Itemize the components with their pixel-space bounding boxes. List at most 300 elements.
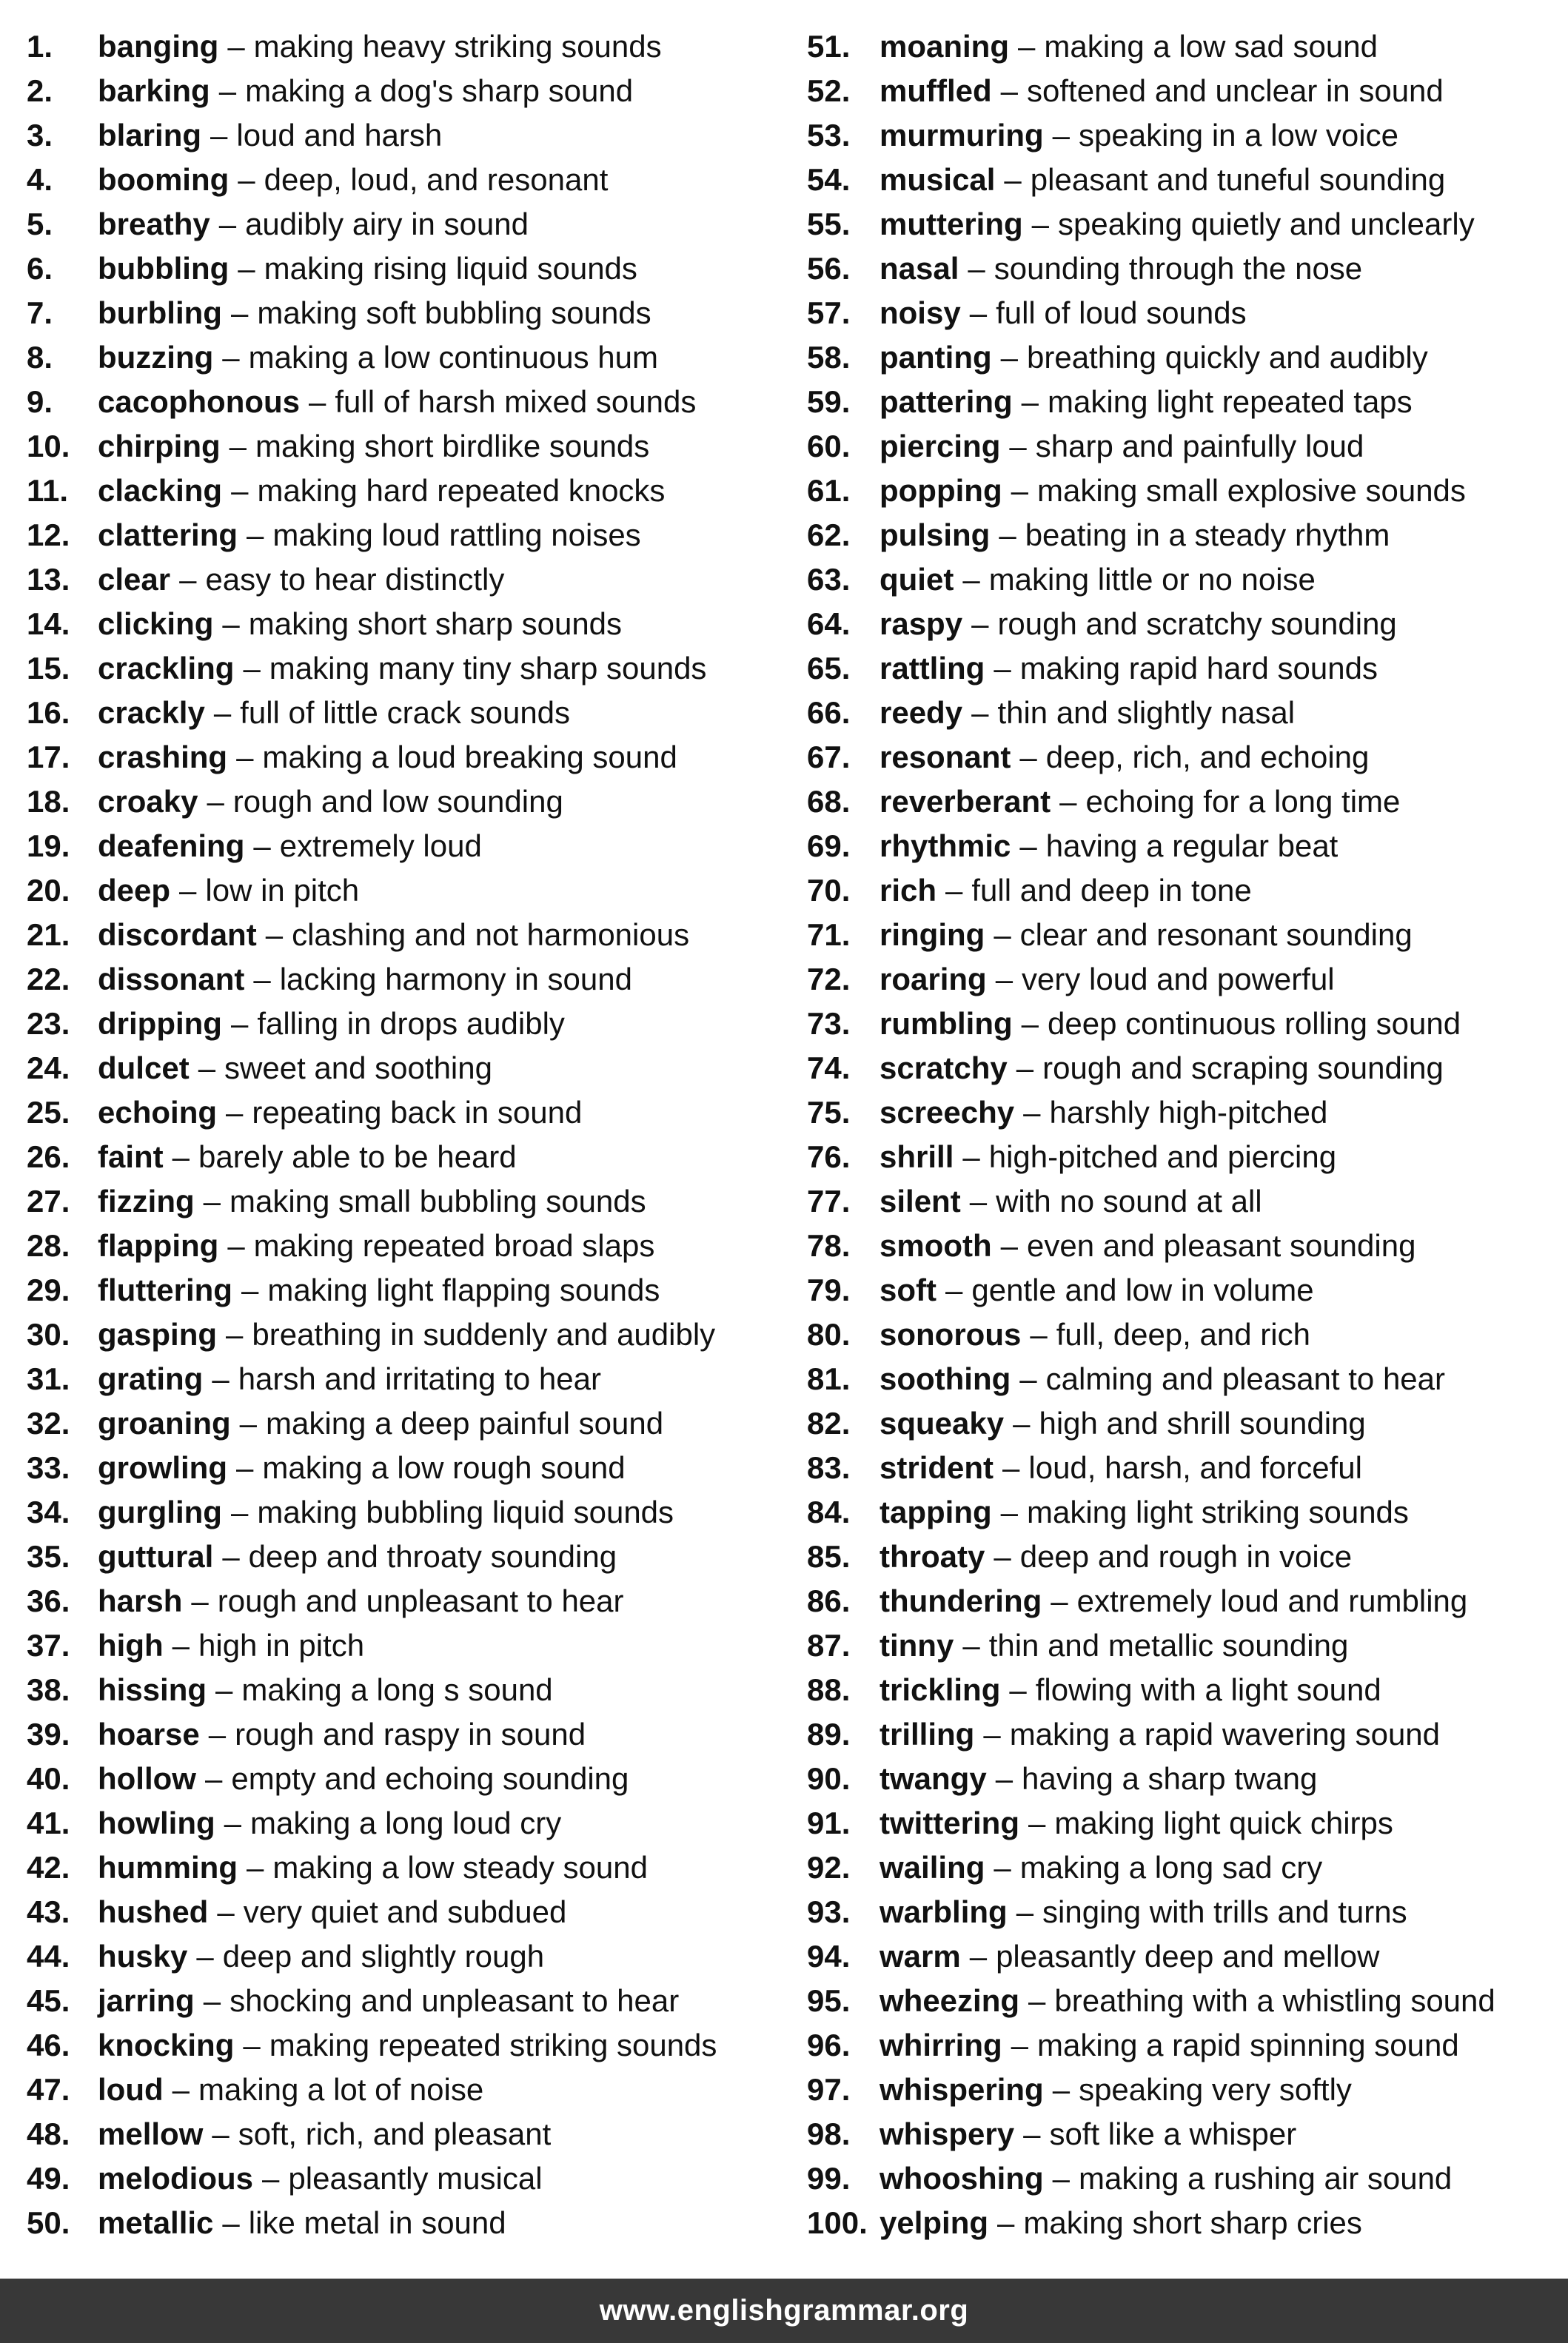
entry-definition: clear and resonant sounding [1019,917,1413,952]
entry-definition: making short sharp sounds [248,606,623,641]
entry-word: warm [880,1939,961,1974]
entry-definition: making loud rattling noises [272,517,641,552]
entry-dash: – [227,29,245,64]
entry-definition: shocking and unpleasant to hear [229,1983,680,2018]
entry-dash: – [172,2072,190,2107]
list-item [27,2201,782,2245]
entry-definition: making many tiny sharp sounds [269,651,707,686]
entry-dash: – [1009,429,1027,463]
list-item [27,1046,782,1090]
entry-dash: – [309,384,326,419]
entry-dash: – [1018,29,1036,64]
entry-dash: – [1059,784,1077,819]
entry-word: growling [98,1450,227,1485]
entry-number: 77. [807,1184,851,1219]
entry-dash: – [231,473,249,508]
list-item [27,24,782,69]
list-item [807,691,1562,735]
entry-word: wheezing [880,1983,1020,2018]
entry-number: 2. [27,73,53,108]
entry-word: metallic [98,2205,214,2240]
list-item [807,513,1562,557]
list-item [27,1801,782,1846]
entry-dash: – [230,1495,249,1529]
entry-dash: – [191,1583,209,1618]
entry-word: clattering [98,517,238,552]
entry-number: 30. [27,1317,70,1352]
entry-dash: – [218,73,237,108]
entry-number: 11. [27,473,69,508]
entry-definition: full and deep in tone [971,873,1252,908]
entry-dash: – [215,1672,233,1707]
entry-word: pulsing [880,517,991,552]
entry-word: barking [98,73,210,108]
entry-number: 23. [27,1006,70,1041]
entry-dash: – [969,1939,988,1974]
entry-definition: lacking harmony in sound [279,962,632,996]
list-item [807,957,1562,1002]
entry-word: hissing [98,1672,207,1707]
entry-word: blaring [98,118,202,152]
entry-dash: – [1016,1894,1034,1929]
entry-number: 97. [807,2072,851,2107]
entry-definition: low in pitch [205,873,360,908]
entry-definition: making little or no noise [988,562,1316,597]
entry-number: 40. [27,1761,70,1796]
list-item [807,247,1562,291]
entry-dash: – [1011,473,1028,508]
entry-dash: – [971,606,989,641]
entry-word: howling [98,1806,215,1840]
list-item [27,646,782,691]
entry-definition: loud and harsh [236,118,443,152]
entry-definition: high and shrill sounding [1039,1406,1366,1441]
list-item [807,1979,1562,2023]
entry-word: rattling [880,651,985,686]
entry-number: 43. [27,1894,70,1929]
list-item [27,1934,782,1979]
entry-definition: making a low sad sound [1044,29,1378,64]
entry-definition: making a dog's sharp sound [245,73,634,108]
entry-definition: falling in drops audibly [257,1006,565,1041]
list-item [807,602,1562,646]
list-item [27,247,782,291]
list-item [807,735,1562,780]
entry-word: hollow [98,1761,196,1796]
entry-definition: making short sharp cries [1023,2205,1362,2240]
list-item [27,913,782,957]
list-item [807,1801,1562,1846]
entry-definition: making rising liquid sounds [264,251,637,286]
entry-dash: – [253,962,271,996]
list-item [27,1179,782,1224]
entry-dash: – [203,1983,221,2018]
entry-word: dulcet [98,1050,190,1085]
entry-definition: making heavy striking sounds [253,29,662,64]
entry-definition: speaking in a low voice [1079,118,1398,152]
entry-definition: deep and rough in voice [1019,1539,1353,1574]
entry-dash: – [1028,1983,1046,2018]
entry-number: 52. [807,73,851,108]
entry-number: 28. [27,1228,70,1263]
entry-number: 1. [27,29,53,64]
entry-dash: – [995,1761,1013,1796]
entry-dash: – [222,606,240,641]
entry-dash: – [1030,1317,1048,1352]
entry-definition: high in pitch [198,1628,365,1663]
list-item [807,780,1562,824]
entry-word: musical [880,162,996,197]
entry-dash: – [994,1539,1011,1574]
entry-word: humming [98,1850,238,1885]
entry-dash: – [1051,1583,1068,1618]
entry-number: 73. [807,1006,851,1041]
list-item [807,113,1562,158]
entry-number: 12. [27,517,70,552]
entry-word: dripping [98,1006,222,1041]
entry-number: 18. [27,784,70,819]
entry-number: 19. [27,828,70,863]
entry-dash: – [238,162,255,197]
entry-word: jarring [98,1983,195,2018]
list-item [27,291,782,335]
list-item [27,1757,782,1801]
entry-dash: – [1019,740,1037,774]
entry-definition: making a long s sound [241,1672,553,1707]
list-item [27,780,782,824]
entry-word: strident [880,1450,994,1485]
entry-word: murmuring [880,118,1044,152]
entry-definition: echoing for a long time [1085,784,1401,819]
entry-word: twittering [880,1806,1019,1840]
list-item [27,380,782,424]
entry-dash: – [1000,73,1019,108]
list-item [27,2112,782,2156]
list-item [27,69,782,113]
entry-number: 53. [807,118,851,152]
entry-number: 10. [27,429,70,463]
entry-number: 47. [27,2072,70,2107]
entry-word: whispering [880,2072,1044,2107]
entry-word: shrill [880,1139,954,1174]
entry-definition: breathing quickly and audibly [1027,340,1428,375]
entry-number: 89. [807,1717,851,1752]
list-item [807,24,1562,69]
list-item [27,1090,782,1135]
list-item [27,2023,782,2068]
entry-word: chirping [98,429,221,463]
entry-word: reverberant [880,784,1051,819]
entry-dash: – [1000,1228,1019,1263]
entry-word: cacophonous [98,384,301,419]
entry-definition: deep, loud, and resonant [264,162,609,197]
entry-dash: – [230,295,249,330]
entry-definition: making a long sad cry [1019,1850,1323,1885]
entry-word: loud [98,2072,164,2107]
entry-definition: with no sound at all [996,1184,1262,1219]
entry-dash: – [1000,1495,1018,1529]
entry-definition: extremely loud and rumbling [1076,1583,1468,1618]
entry-dash: – [1011,2028,1029,2062]
entry-dash: – [1021,384,1039,419]
entry-definition: making light flapping sounds [267,1273,660,1307]
entry-definition: making a low rough sound [262,1450,626,1485]
entry-number: 26. [27,1139,70,1174]
entry-dash: – [1004,162,1022,197]
entry-number: 45. [27,1983,70,2018]
list-item [27,1579,782,1623]
list-item [807,557,1562,602]
entry-dash: – [207,784,224,819]
entry-dash: – [218,207,237,241]
entry-definition: pleasant and tuneful sounding [1030,162,1446,197]
entry-number: 42. [27,1850,70,1885]
entry-number: 94. [807,1939,851,1974]
entry-dash: – [969,1184,988,1219]
entry-word: bubbling [98,251,229,286]
entry-word: echoing [98,1095,218,1130]
entry-number: 68. [807,784,851,819]
entry-dash: – [1023,2116,1041,2151]
entry-word: deep [98,873,171,908]
list-item [807,2112,1562,2156]
entry-number: 90. [807,1761,851,1796]
list-item [27,1401,782,1446]
entry-word: tapping [880,1495,992,1529]
entry-dash: – [1021,1006,1039,1041]
entry-dash: – [213,695,232,730]
list-item [27,424,782,469]
entry-number: 59. [807,384,851,419]
entry-number: 27. [27,1184,70,1219]
entry-word: breathy [98,207,210,241]
entry-number: 46. [27,2028,70,2062]
entry-definition: softened and unclear in sound [1027,73,1444,108]
entry-word: noisy [880,295,961,330]
list-item [27,335,782,380]
entry-dash: – [1019,828,1037,863]
list-item [807,1712,1562,1757]
entry-word: croaky [98,784,198,819]
entry-definition: making a rapid spinning sound [1037,2028,1459,2062]
entry-dash: – [222,2205,240,2240]
entry-definition: making light quick chirps [1054,1806,1393,1840]
list-item [807,1313,1562,1357]
list-item [807,1535,1562,1579]
entry-dash: – [962,1139,980,1174]
list-item [807,1401,1562,1446]
entry-dash: – [994,917,1011,952]
entry-number: 54. [807,162,851,197]
entry-definition: soft, rich, and pleasant [238,2116,552,2151]
entry-definition: having a sharp twang [1022,1761,1318,1796]
entry-number: 63. [807,562,851,597]
entry-definition: deep and throaty sounding [248,1539,617,1574]
entry-number: 17. [27,740,70,774]
entry-number: 85. [807,1539,851,1574]
list-item [807,868,1562,913]
entry-number: 76. [807,1139,851,1174]
list-item [27,691,782,735]
entry-number: 44. [27,1939,70,1974]
entry-word: reedy [880,695,963,730]
entry-number: 32. [27,1406,70,1441]
entry-word: hushed [98,1894,209,1929]
entry-dash: – [243,651,261,686]
entry-number: 35. [27,1539,70,1574]
entry-definition: audibly airy in sound [245,207,529,241]
entry-dash: – [962,562,980,597]
entry-word: whirring [880,2028,1002,2062]
entry-dash: – [243,2028,261,2062]
list-item [27,735,782,780]
entry-word: guttural [98,1539,214,1574]
list-item [807,1224,1562,1268]
list-item [807,291,1562,335]
entry-dash: – [1052,118,1071,152]
entry-dash: – [235,1450,254,1485]
entry-word: fluttering [98,1273,232,1307]
list-item [27,1313,782,1357]
entry-word: screechy [880,1095,1015,1130]
entry-definition: calming and pleasant to hear [1045,1361,1446,1396]
entry-definition: making a rapid wavering sound [1009,1717,1441,1752]
entry-word: deafening [98,828,245,863]
entry-number: 84. [807,1495,851,1529]
entry-word: grating [98,1361,204,1396]
list-item [27,824,782,868]
entry-definition: barely able to be heard [198,1139,517,1174]
list-item [27,513,782,557]
entry-number: 36. [27,1583,70,1618]
list-item [807,1490,1562,1535]
entry-definition: full, deep, and rich [1056,1317,1310,1352]
entry-number: 29. [27,1273,70,1307]
entry-definition: repeating back in sound [252,1095,583,1130]
entry-definition: making repeated broad slaps [253,1228,655,1263]
entry-definition: making a low continuous hum [248,340,658,375]
entry-definition: making bubbling liquid sounds [257,1495,674,1529]
entry-definition: having a regular beat [1045,828,1339,863]
list-item [807,335,1562,380]
entry-dash: – [262,2161,280,2196]
entry-definition: loud, harsh, and forceful [1028,1450,1362,1485]
entry-number: 70. [807,873,851,908]
entry-definition: gentle and low in volume [971,1273,1314,1307]
entry-number: 38. [27,1672,70,1707]
list-item [807,1934,1562,1979]
entry-number: 55. [807,207,851,241]
list-item [27,1490,782,1535]
entry-definition: extremely loud [279,828,482,863]
list-item [807,824,1562,868]
entry-dash: – [1028,1806,1046,1840]
entry-number: 74. [807,1050,851,1085]
entry-number: 58. [807,340,851,375]
list-item [807,424,1562,469]
entry-definition: sweet and soothing [224,1050,492,1085]
list-item [807,2068,1562,2112]
list-item [27,469,782,513]
entry-word: rhythmic [880,828,1011,863]
entry-word: pattering [880,384,1013,419]
entry-word: mellow [98,2116,204,2151]
entry-word: flapping [98,1228,219,1263]
entry-word: booming [98,162,229,197]
entry-number: 57. [807,295,851,330]
entry-word: silent [880,1184,961,1219]
entry-word: wailing [880,1850,985,1885]
entry-definition: like metal in sound [248,2205,506,2240]
entry-word: smooth [880,1228,992,1263]
entry-number: 99. [807,2161,851,2196]
entry-definition: breathing in suddenly and audibly [252,1317,716,1352]
entry-definition: making a lot of noise [198,2072,484,2107]
list-item [27,158,782,202]
entry-number: 93. [807,1894,851,1929]
entry-dash: – [172,1628,190,1663]
entry-dash: – [227,1228,245,1263]
entry-number: 49. [27,2161,70,2196]
entry-definition: making rapid hard sounds [1019,651,1378,686]
entry-dash: – [1023,1095,1041,1130]
list-item [27,1623,782,1668]
entry-dash: – [179,873,197,908]
list-item [27,1224,782,1268]
entry-definition: making small bubbling sounds [229,1184,646,1219]
entry-definition: making soft bubbling sounds [257,295,651,330]
entry-word: crashing [98,740,228,774]
entry-definition: making small explosive sounds [1036,473,1466,508]
entry-dash: – [239,1406,258,1441]
entry-definition: making light repeated taps [1048,384,1413,419]
list-item [807,913,1562,957]
entry-word: crackly [98,695,205,730]
entry-word: high [98,1628,164,1663]
entry-word: soothing [880,1361,1011,1396]
entry-dash: – [203,1184,221,1219]
entry-word: muttering [880,207,1023,241]
entry-word: dissonant [98,962,245,996]
entry-dash: – [1052,2072,1071,2107]
entry-definition: making repeated striking sounds [269,2028,717,2062]
entry-word: yelping [880,2205,989,2240]
entry-number: 86. [807,1583,851,1618]
entry-dash: – [196,1939,214,1974]
entry-word: panting [880,340,992,375]
list-item [807,1357,1562,1401]
list-item [27,1979,782,2023]
entry-definition: deep continuous rolling sound [1048,1006,1461,1041]
entry-word: moaning [880,29,1009,64]
entry-dash: – [1002,1450,1020,1485]
entry-dash: – [212,2116,229,2151]
entry-definition: speaking quietly and unclearly [1058,207,1475,241]
entry-definition: making a deep painful sound [266,1406,664,1441]
entry-definition: pleasantly musical [288,2161,543,2196]
entry-number: 96. [807,2028,851,2062]
list-item [807,69,1562,113]
entry-number: 79. [807,1273,851,1307]
entry-definition: easy to hear distinctly [205,562,505,597]
entry-definition: even and pleasant sounding [1027,1228,1416,1263]
entry-dash: – [1013,1406,1031,1441]
entry-definition: harshly high-pitched [1049,1095,1328,1130]
entry-dash: – [962,1628,980,1663]
entry-word: quiet [880,562,954,597]
entry-number: 83. [807,1450,851,1485]
entry-word: piercing [880,429,1001,463]
